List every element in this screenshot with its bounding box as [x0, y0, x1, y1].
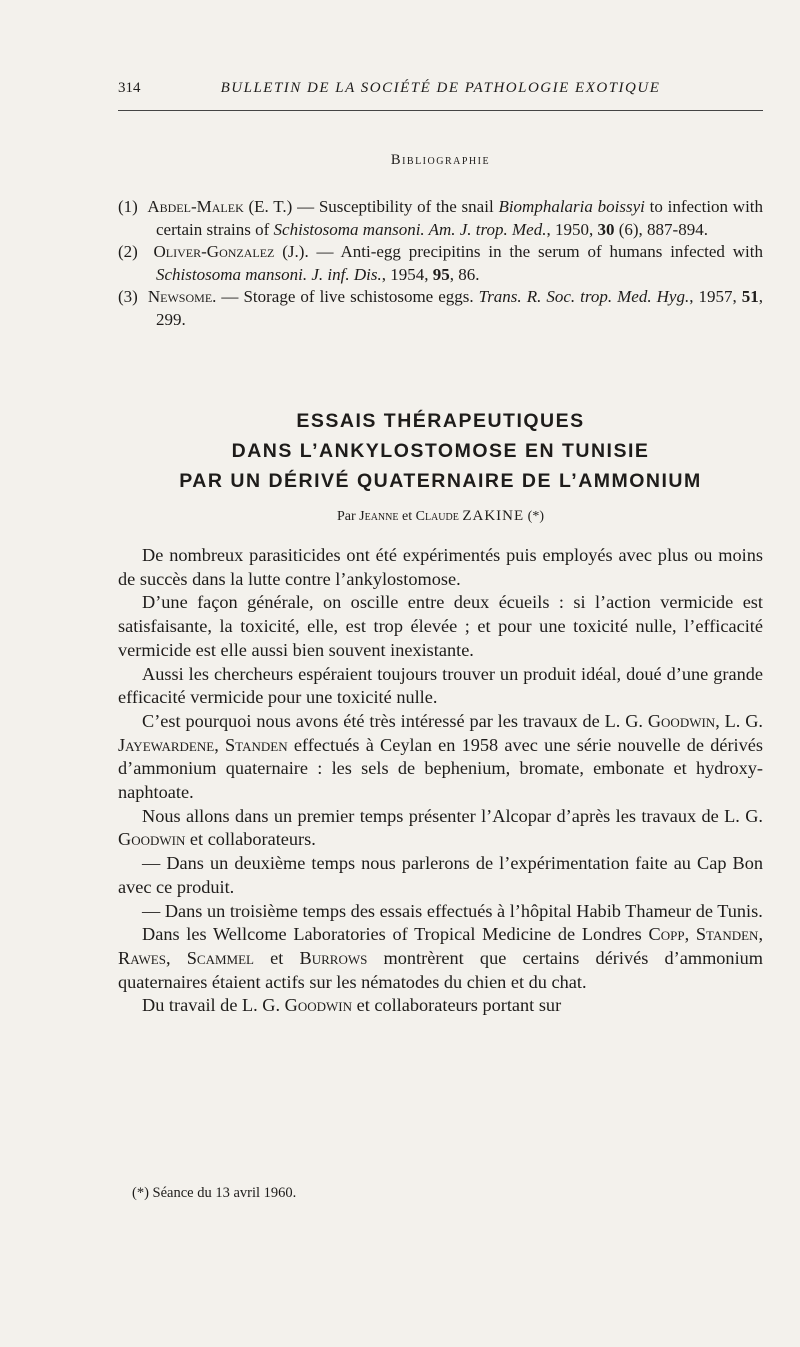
running-header: [118, 80, 763, 104]
paragraph-3: Aussi les chercheurs espéraient toujours trouver un produit idéal, doué d’une grande efficacité vermicide pour une toxicité nulle.: [118, 663, 763, 708]
reference-item: (2) Oliver-Gonzalez (J.). — Anti-egg precipitins in the serum of humans infected with Schistosoma mansoni. J. inf. Dis., 1954, 95, 86.: [118, 242, 764, 284]
paragraph-1: De nombreux parasiticides ont été expérimentés puis employés avec plus ou moins de succès dans la lutte contre l’ankylostomose.: [118, 545, 763, 589]
paragraph-7: — Dans un troisième temps des essais effectués à l’hôpital Habib Thameur de Tunis.: [142, 900, 763, 921]
journal-title: BULLETIN DE LA SOCIÉTÉ DE PATHOLOGIE EXOTIQUE: [220, 80, 661, 96]
bibliography-heading: Bibliographie: [390, 152, 491, 168]
reference-list: [118, 196, 763, 331]
article-authors: Par Jeanne et Claude ZAKINE (*): [336, 508, 544, 524]
footnote: (*) Séance du 13 avril 1960.: [132, 1185, 297, 1201]
title-line-1: ESSAIS THÉRAPEUTIQUES: [296, 410, 585, 432]
title-line-2: DANS L’ANKYLOSTOMOSE EN TUNISIE: [231, 440, 650, 462]
article-title: [118, 406, 763, 496]
reference-item: (3) Newsome. — Storage of live schistosome eggs. Trans. R. Soc. trop. Med. Hyg., 1957, 51, 299.: [118, 287, 763, 329]
header-rule: [118, 110, 763, 111]
paragraph-8: Dans les Wellcome Laboratories of Tropical Medicine de Londres Copp, Standen, Rawes, Scammel et Burrows montrèrent que certains dérivés d’ammonium quaternaires étaient actifs sur les nématodes du chien et du chat.: [118, 924, 764, 992]
reference-item: (1) Abdel-Malek (E. T.) — Susceptibility of the snail Biomphalaria boissyi to infection with certain strains of Schistosoma mansoni. Am. J. trop. Med., 1950, 30 (6), 887-894.: [118, 197, 764, 239]
paragraph-4: C’est pourquoi nous avons été très intéressé par les travaux de L. G. Goodwin, L. G. Jayewardene, Standen effectués à Ceylan en 1958 avec une série nouvelle de dérivés d’ammonium quaternaire : les sels de bephenium, bromate, embonate et hydroxy-naphtoate.: [118, 710, 764, 803]
paragraph-6: — Dans un deuxième temps nous parlerons de l’expérimentation faite au Cap Bon avec ce produit.: [118, 853, 763, 897]
page-number: 314: [118, 80, 141, 96]
article-body: [118, 544, 763, 1018]
paragraph-2: D’une façon générale, on oscille entre deux écueils : si l’action vermicide est satisfaisante, la toxicité, elle, est trop élevée ; et pour une toxicité nulle, l’efficacité vermicide est elle aussi bien souvent inexistante.: [118, 592, 763, 660]
title-line-3: PAR UN DÉRIVÉ QUATERNAIRE DE L’AMMONIUM: [179, 470, 702, 492]
paragraph-9: Du travail de L. G. Goodwin et collaborateurs portant sur: [142, 995, 562, 1016]
paragraph-5: Nous allons dans un premier temps présenter l’Alcopar d’après les travaux de L. G. Goodwin et collaborateurs.: [118, 805, 763, 850]
